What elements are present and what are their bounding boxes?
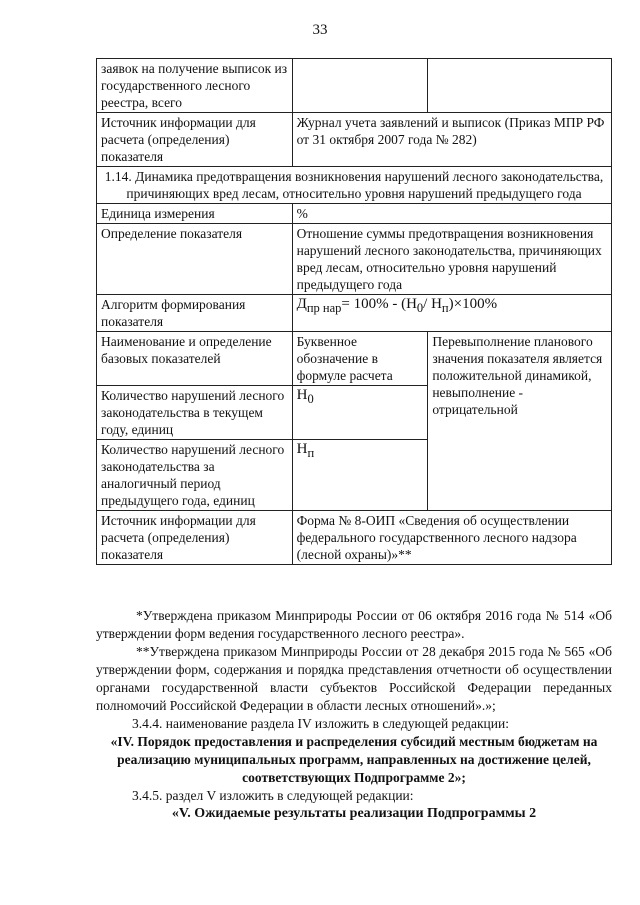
table-cell: Перевыполнение планового значения показателя является положительной динамикой, невыполнение - отрицательной — [428, 332, 612, 511]
table-row — [97, 204, 612, 224]
table-cell — [292, 386, 428, 440]
table-cell: заявок на получение выписок из государственного лесного реестра, всего — [97, 59, 293, 113]
formula-part: пр нар — [306, 301, 342, 315]
formula-part: Д — [296, 296, 307, 312]
section-5-title: «V. Ожидаемые результаты реализации Подпрограммы 2 — [171, 806, 537, 821]
formula-part: )×100% — [448, 296, 498, 312]
formula-part: 0 — [307, 392, 314, 406]
formula-part: / Н — [423, 296, 442, 312]
table-cell: Количество нарушений лесного законодательства за аналогичный период предыдущего года, единиц — [97, 440, 293, 511]
table-row — [97, 511, 612, 565]
table-cell: Источник информации для расчета (определения) показателя — [97, 511, 293, 565]
formula-part: Н — [296, 387, 308, 403]
table-cell: Наименование и определение базовых показателей — [97, 332, 293, 386]
table-cell: % — [292, 204, 611, 224]
table-cell: Журнал учета заявлений и выписок (Приказ МПР РФ от 31 октября 2007 года № 282) — [292, 113, 611, 167]
table-row — [97, 224, 612, 295]
page-number: 33 — [312, 22, 328, 38]
table-cell — [428, 59, 612, 113]
table-cell — [292, 59, 428, 113]
footnote-1: *Утверждена приказом Минприроды России от 06 октября 2016 года № 514 «Об утверждении форм ведения государственного лесного реестра». — [96, 608, 612, 641]
section-title: 1.14. Динамика предотвращения возникновения нарушений лесного законодательства, причиняющих вред лесам, относительно уровня нарушений предыдущего года — [97, 167, 612, 204]
table-cell: Алгоритм формирования показателя — [97, 295, 293, 332]
formula-part: Н — [296, 441, 308, 457]
formula-part: 0 — [416, 301, 424, 315]
table-row — [97, 332, 612, 386]
table-cell: Буквенное обозначение в формуле расчета — [292, 332, 428, 386]
table-cell: Источник информации для расчета (определения) показателя — [97, 113, 293, 167]
table-row — [97, 113, 612, 167]
table-cell: Отношение суммы предотвращения возникновения нарушений лесного законодательства, причиняющих вред лесам, относительно уровня нарушений предыдущего года — [292, 224, 611, 295]
paragraph-3-4-4: 3.4.4. наименование раздела IV изложить в следующей редакции: — [132, 716, 509, 731]
table-cell: Форма № 8-ОИП «Сведения об осуществлении федерального государственного лесного надзора (лесной охраны)»** — [292, 511, 611, 565]
section-4-title: «IV. Порядок предоставления и распределения субсидий местным бюджетам на реализацию муниципальных программ, направленных на достижение целей, соответствующих Подпрограмме 2»; — [110, 734, 598, 785]
formula — [292, 295, 611, 332]
table-row — [97, 295, 612, 332]
indicator-table — [96, 58, 612, 565]
paragraph-3-4-5: 3.4.5. раздел V изложить в следующей редакции: — [132, 788, 414, 803]
formula-part: п — [307, 446, 315, 460]
formula-part: п — [441, 301, 449, 315]
table-row — [97, 59, 612, 113]
table-cell: Количество нарушений лесного законодательства в текущем году, единиц — [97, 386, 293, 440]
table-cell — [292, 440, 428, 511]
footnote-2: **Утверждена приказом Минприроды России от 28 декабря 2015 года № 565 «Об утверждении форм, содержания и порядка представления отчетности об осуществлении органами государственной власти субъектов Российской Федерации переданных полномочий Российской Федерации в области лесных отношений».»; — [96, 644, 612, 713]
table-row — [97, 167, 612, 204]
footnotes-and-text — [96, 607, 612, 823]
table-cell: Определение показателя — [97, 224, 293, 295]
formula-part: = 100% - (Н — [341, 296, 417, 312]
table-cell: Единица измерения — [97, 204, 293, 224]
